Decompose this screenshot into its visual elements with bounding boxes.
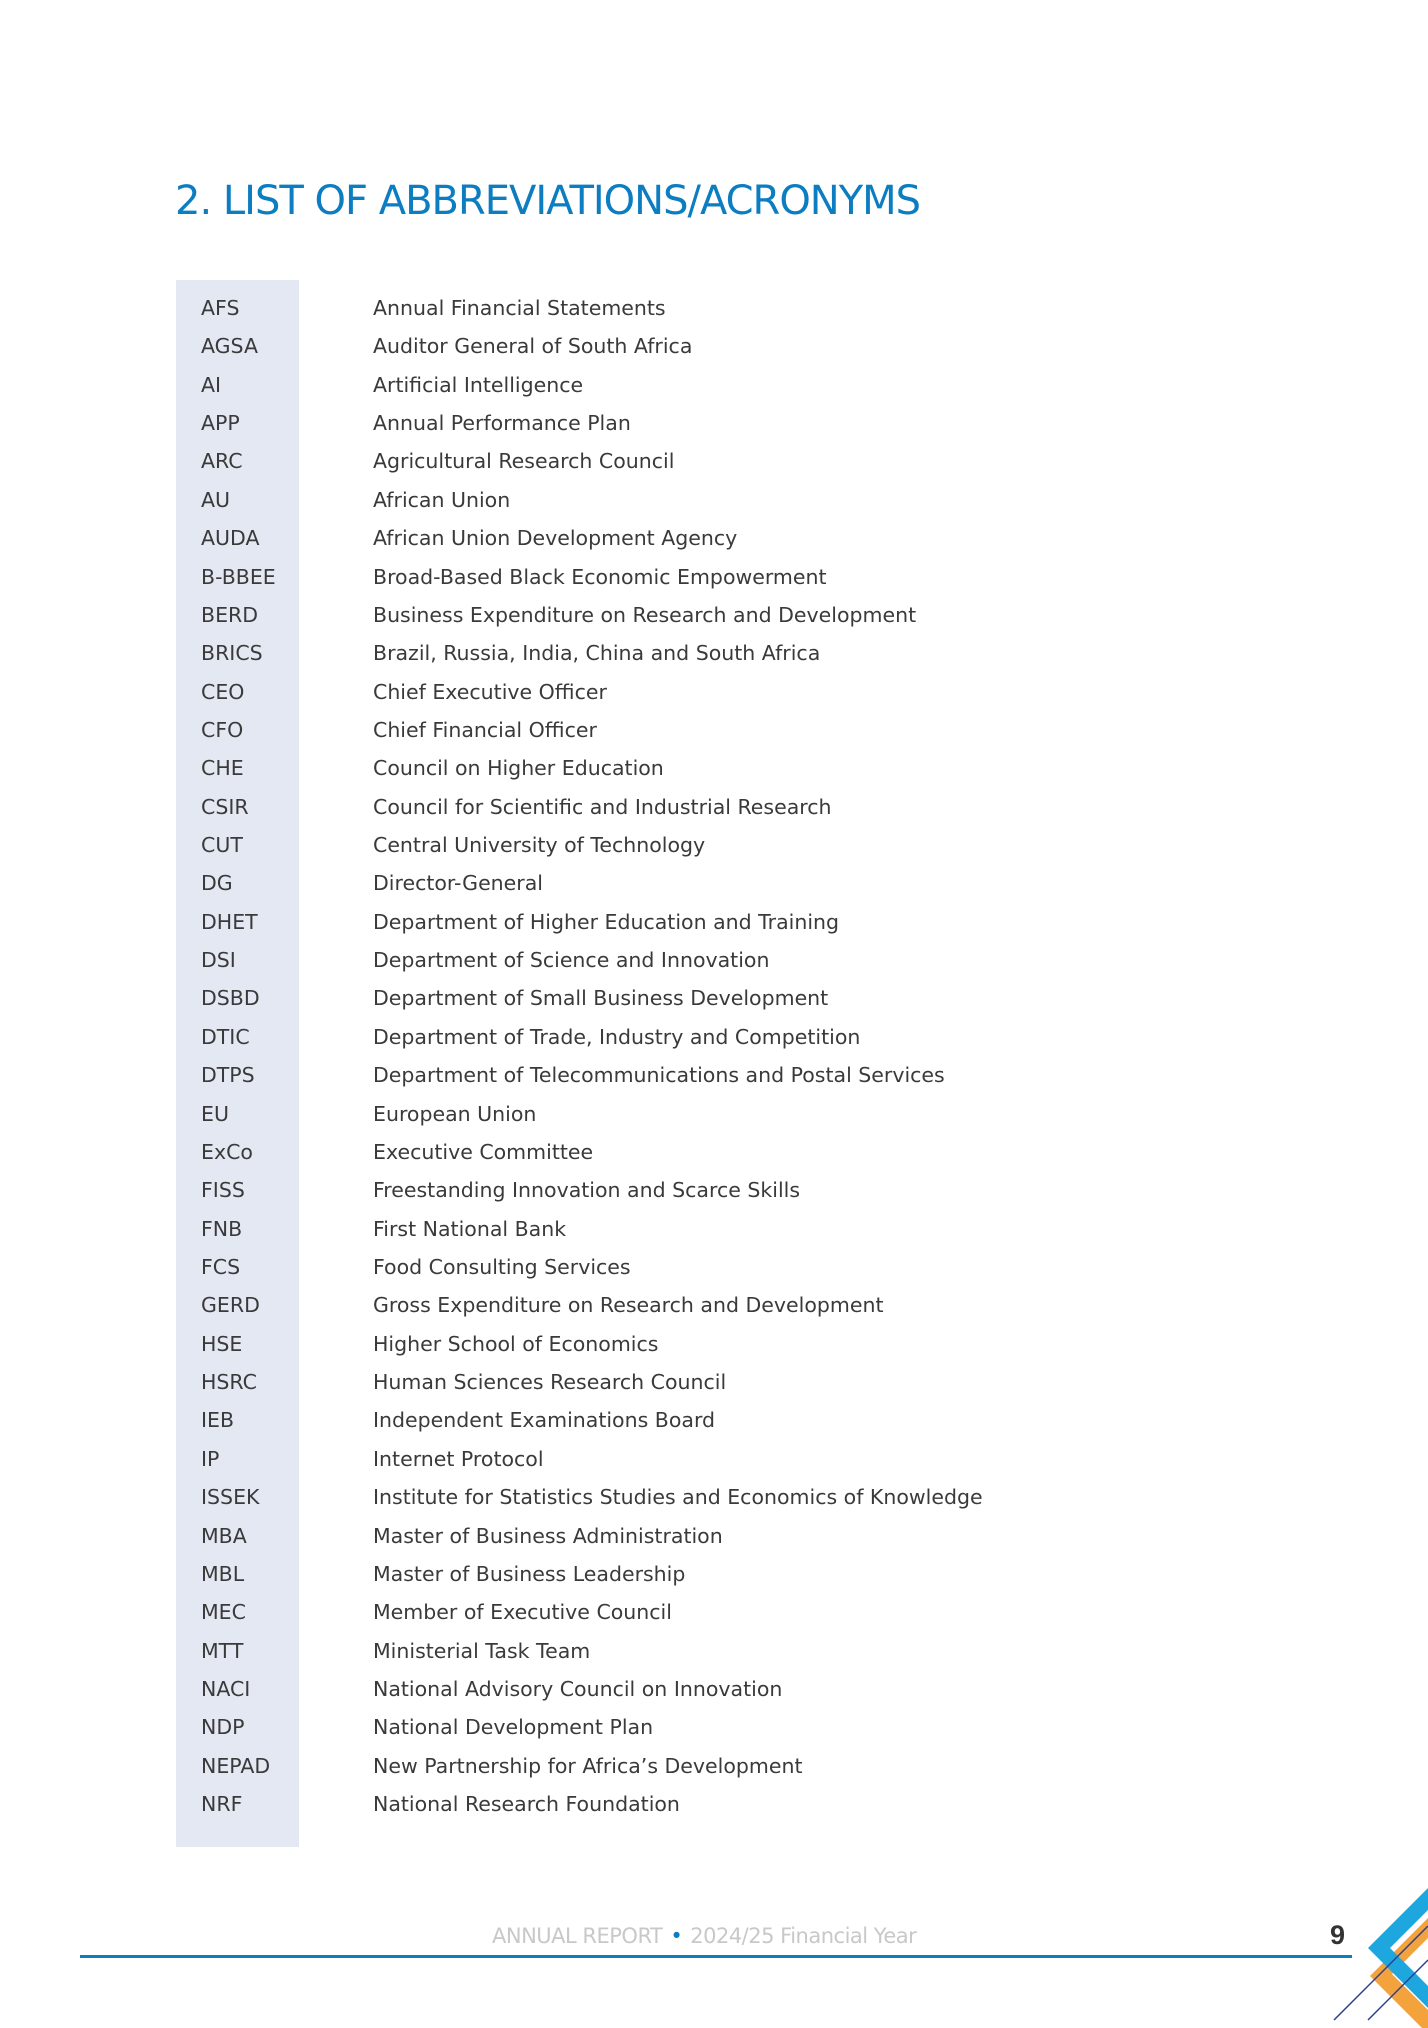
abbreviation-row: [0, 948, 1000, 986]
abbreviation: APP: [201, 411, 240, 436]
abbreviation-row: [0, 1524, 1000, 1562]
abbreviation-definition: Independent Examinations Board: [373, 1408, 716, 1433]
abbreviation-definition: Gross Expenditure on Research and Development: [373, 1293, 884, 1318]
abbreviation-definition: New Partnership for Africa’s Development: [373, 1753, 803, 1778]
footer-divider: [80, 1955, 1352, 1958]
abbreviation-row: [0, 1600, 1000, 1638]
abbreviation-row: [0, 1639, 1000, 1677]
abbreviation-definition: Ministerial Task Team: [373, 1638, 591, 1663]
abbreviation: MBL: [201, 1561, 245, 1586]
abbreviation-row: [0, 334, 1000, 372]
abbreviation-row: [0, 1408, 1000, 1446]
abbreviation-definition: Member of Executive Council: [373, 1600, 672, 1625]
abbreviation: GERD: [201, 1293, 260, 1318]
abbreviation-definition: Food Consulting Services: [373, 1255, 631, 1279]
abbreviation-row: [0, 680, 1000, 718]
abbreviation: HSE: [201, 1331, 243, 1356]
abbreviation: MBA: [201, 1523, 247, 1548]
abbreviation-definition: National Research Foundation: [373, 1792, 680, 1817]
abbreviation-definition: Higher School of Economics: [373, 1331, 659, 1356]
abbreviation-row: [0, 1255, 1000, 1293]
abbreviation-row: [0, 449, 1000, 487]
abbreviation-definition: Council for Scientific and Industrial Research: [373, 794, 832, 819]
abbreviation-definition: Annual Financial Statements: [373, 296, 666, 320]
abbreviation-definition: Department of Science and Innovation: [373, 948, 770, 973]
abbreviation: AU: [201, 487, 231, 512]
page-number: 9: [1330, 1920, 1346, 1950]
abbreviation-definition: Business Expenditure on Research and Development: [373, 602, 917, 627]
abbreviation: FCS: [201, 1255, 241, 1279]
abbreviation: MEC: [201, 1600, 246, 1625]
corner-decoration-logo: [1330, 1870, 1428, 2028]
abbreviation-row: [0, 718, 1000, 756]
abbreviation-definition: Executive Committee: [373, 1139, 594, 1164]
abbreviation: NACI: [201, 1676, 251, 1701]
abbreviation-definition: Director-General: [373, 871, 543, 896]
abbreviation: BRICS: [201, 641, 263, 666]
abbreviation-row: [0, 1140, 1000, 1178]
abbreviation-definition: Broad-Based Black Economic Empowerment: [373, 564, 827, 589]
abbreviation: AFS: [201, 296, 240, 320]
abbreviation: NRF: [201, 1792, 243, 1817]
abbreviation-row: [0, 756, 1000, 794]
abbreviation-row: [0, 373, 1000, 411]
abbreviation-row: [0, 871, 1000, 909]
abbreviation-definition: Chief Financial Officer: [373, 717, 597, 742]
abbreviation-row: [0, 795, 1000, 833]
abbreviation: AGSA: [201, 334, 258, 359]
abbreviation-definition: Internet Protocol: [373, 1446, 544, 1471]
abbreviation: MTT: [201, 1638, 244, 1663]
abbreviation: DG: [201, 871, 233, 896]
abbreviation-definition: National Development Plan: [373, 1715, 654, 1740]
abbreviation-row: [0, 1332, 1000, 1370]
footer-separator: •: [670, 1924, 683, 1948]
abbreviation: AI: [201, 372, 222, 397]
abbreviation: NDP: [201, 1715, 245, 1740]
abbreviation-row: [0, 986, 1000, 1024]
footer-year: 2024/25 Financial Year: [690, 1924, 917, 1948]
abbreviation-definition: Auditor General of South Africa: [373, 334, 693, 359]
abbreviation-definition: Artificial Intelligence: [373, 372, 584, 397]
abbreviation-row: [0, 1562, 1000, 1600]
abbreviation-definition: Human Sciences Research Council: [373, 1370, 727, 1395]
abbreviation-row: [0, 1293, 1000, 1331]
abbreviation: ISSEK: [201, 1485, 260, 1510]
abbreviation-definition: Department of Trade, Industry and Competition: [373, 1024, 861, 1049]
abbreviation-definition: Department of Small Business Development: [373, 986, 829, 1011]
abbreviation: FNB: [201, 1216, 243, 1241]
abbreviation-definition: Master of Business Leadership: [373, 1561, 686, 1586]
abbreviation: DHET: [201, 909, 258, 934]
abbreviation-row: [0, 1063, 1000, 1101]
abbreviation: CUT: [201, 833, 243, 858]
abbreviation-definition: Council on Higher Education: [373, 756, 664, 781]
abbreviation-row: [0, 1370, 1000, 1408]
abbreviation-definition: Institute for Statistics Studies and Economics of Knowledge: [373, 1485, 983, 1510]
abbreviation: CHE: [201, 756, 244, 781]
abbreviation: CFO: [201, 717, 244, 742]
abbreviation-definition: National Advisory Council on Innovation: [373, 1676, 783, 1701]
abbreviation-row: [0, 1485, 1000, 1523]
abbreviation-row: [0, 1754, 1000, 1792]
abbreviation: CEO: [201, 679, 245, 704]
abbreviation-definition: Department of Telecommunications and Postal Services: [373, 1063, 945, 1088]
abbreviation-definition: First National Bank: [373, 1216, 567, 1241]
abbreviation: IP: [201, 1446, 220, 1471]
abbreviation-row: [0, 1447, 1000, 1485]
abbreviation: CSIR: [201, 794, 249, 819]
abbreviation-row: [0, 411, 1000, 449]
abbreviation-row: [0, 1102, 1000, 1140]
abbreviation: DSBD: [201, 986, 260, 1011]
abbreviation-definition: European Union: [373, 1101, 537, 1126]
abbreviation-row: [0, 1217, 1000, 1255]
abbreviation: IEB: [201, 1408, 235, 1433]
abbreviation-definition: Annual Performance Plan: [373, 411, 631, 436]
abbreviation-definition: Master of Business Administration: [373, 1523, 723, 1548]
footer-report-label: ANNUAL REPORT: [492, 1924, 663, 1948]
footer-text: [492, 1924, 916, 1948]
abbreviation-definition: Central University of Technology: [373, 833, 706, 858]
abbreviation: BERD: [201, 602, 259, 627]
abbreviation-row: [0, 833, 1000, 871]
abbreviation-row: [0, 603, 1000, 641]
abbreviation: DSI: [201, 948, 236, 973]
abbreviation-row: [0, 641, 1000, 679]
abbreviation: NEPAD: [201, 1753, 271, 1778]
abbreviation-row: [0, 1715, 1000, 1753]
abbreviation-row: [0, 910, 1000, 948]
abbreviation-definition: Agricultural Research Council: [373, 449, 675, 474]
abbreviation: HSRC: [201, 1370, 257, 1395]
abbreviation-row: [0, 1677, 1000, 1715]
abbreviation-definition: Department of Higher Education and Training: [373, 909, 840, 934]
abbreviation-definition: African Union: [373, 487, 511, 512]
abbreviation-definition: African Union Development Agency: [373, 526, 738, 551]
abbreviation: FISS: [201, 1178, 245, 1203]
abbreviation-row: [0, 526, 1000, 564]
abbreviation: B-BBEE: [201, 564, 276, 589]
abbreviation: ARC: [201, 449, 243, 474]
abbreviation: DTIC: [201, 1024, 250, 1049]
abbreviation-definition: Brazil, Russia, India, China and South Africa: [373, 641, 821, 666]
abbreviation-row: [0, 1792, 1000, 1830]
abbreviation-definition: Chief Executive Officer: [373, 679, 607, 704]
abbreviation-row: [0, 565, 1000, 603]
abbreviation-row: [0, 1025, 1000, 1063]
page-title: 2. LIST OF ABBREVIATIONS/ACRONYMS: [175, 178, 921, 224]
abbreviation: AUDA: [201, 526, 260, 551]
abbreviation-row: [0, 1178, 1000, 1216]
abbreviation: ExCo: [201, 1139, 253, 1164]
abbreviation: EU: [201, 1101, 229, 1126]
abbreviation-row: [0, 488, 1000, 526]
abbreviation-definition: Freestanding Innovation and Scarce Skills: [373, 1178, 801, 1203]
abbreviation: DTPS: [201, 1063, 255, 1088]
abbreviation-row: [0, 296, 1000, 334]
